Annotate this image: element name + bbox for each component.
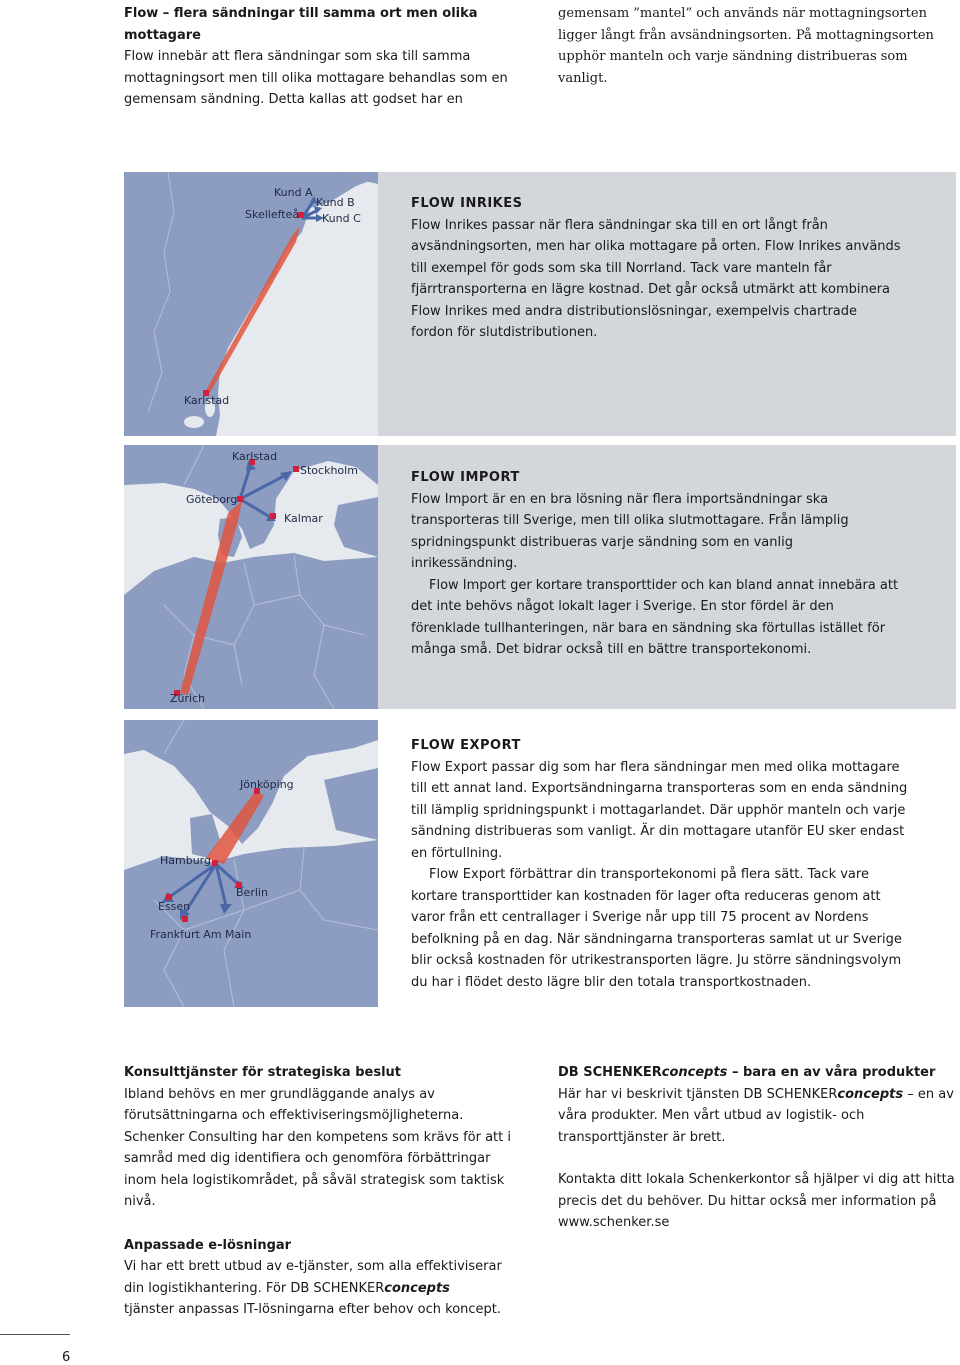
intro-right-column: [558, 3, 958, 89]
intro-left-text: Flow innebär att flera sändningar som ska till samma mottagningsort men till olika mottagare behandlas som en gemensam sändning. Detta kallas att godset har en: [124, 49, 508, 107]
db-text: [558, 1084, 958, 1149]
db-text-a: Här har vi beskrivit tjänsten DB SCHENKER: [558, 1086, 838, 1102]
footer-rule: [0, 1334, 70, 1335]
label-export-berlin: Berlin: [236, 886, 268, 899]
export-title: FLOW EXPORT: [411, 738, 521, 753]
label-kund-a: Kund A: [274, 186, 313, 199]
import-para2: Flow Import ger kortare transporttider och kan bland annat innebära att det inte behövs något lokalt lager i Sverige. En stor fördel är den förenklade tullhanteringen, när bara en sändning ska förtullas istället för många små. Det bidrar också till en bättre transportekonomi.: [411, 577, 899, 657]
e-heading: Anpassade e-lösningar: [124, 1237, 292, 1253]
konsult-heading: Konsulttjänster för strategiska beslut: [124, 1065, 402, 1080]
inrikes-map: [124, 172, 378, 436]
db-heading-c: – bara en av våra produkter: [727, 1065, 936, 1080]
label-import-karlstad: Karlstad: [232, 450, 278, 463]
import-map: [124, 445, 378, 709]
intro-heading: Flow – flera sändningar till samma ort men olika mottagare: [124, 6, 478, 43]
label-import-goteborg: Göteborg: [186, 493, 238, 506]
db-heading-b: concepts: [661, 1065, 728, 1080]
inrikes-title: FLOW INRIKES: [411, 196, 523, 211]
label-export-essen: Essen: [158, 900, 191, 913]
export-para1: Flow Export passar dig som har flera sändningar men med olika mottagare till ett annat land. Exportsändningarna transporteras som en enda sändning till lämplig spridningspunkt i mottagarlandet. Där upphör manteln och varje sändning distribueras som vanligt. Är din mottagare utanför EU sker endast en förtullning.: [411, 759, 908, 861]
e-text-brand: concepts: [384, 1280, 450, 1296]
label-export-jonkoping: Jönköping: [240, 778, 294, 791]
label-kund-b: Kund B: [316, 196, 355, 209]
import-text-block: [411, 467, 901, 661]
db-heading: [558, 1062, 958, 1084]
inrikes-text-block: [411, 193, 901, 344]
label-import-kalmar: Kalmar: [284, 512, 323, 525]
db-heading-a: DB SCHENKER: [558, 1065, 662, 1080]
inrikes-text: Flow Inrikes passar när flera sändningar ska till en ort långt från avsändningsorten, men har olika mottagare på orten. Flow Inrikes används till exempel för gods som ska till Norrland. Tack vare manteln får fjärrtransporterna en lägre kostnad. Det går också utmärkt att kombinera Flow Inrikes med andra distributionslösningar, exempelvis chartrade fordon för slutdistributionen.: [411, 217, 901, 340]
label-karlstad: Karlstad: [184, 394, 230, 407]
e-text-before: Vi har ett brett utbud av e-tjänster, som alla effektiviserar din logistikhantering. För DB SCHENKER: [124, 1259, 502, 1296]
import-title: FLOW IMPORT: [411, 470, 520, 485]
konsult-text: Ibland behövs en mer grundläggande analys av förutsättningarna och effektiviseringsmöjligheterna. Schenker Consulting har den kompetens som krävs för att i samråd med dig identifiera och genomföra förbättringar inom hela logistikområdet, på såväl strategisk som taktisk nivå.: [124, 1086, 511, 1209]
label-export-frankfurt: Frankfurt Am Main: [150, 928, 252, 941]
intro-left-column: [124, 3, 524, 111]
label-export-hamburg: Hamburg: [160, 854, 211, 867]
db-text-b: concepts: [837, 1086, 904, 1102]
export-para2: Flow Export förbättrar din transportekonomi på flera sätt. Tack vare kortare transporttider kan kostnaden för lager ofta reduceras genom att varor från ett centrallager i Sverige når upp till 75 procent av Nordens befolkning på en dag. När sändningarna transporteras samlat ut ur Sverige blir också kostnaden för utrikestransporten lägre. Ju större sändningsvolym du har i flödet desto lägre blir den totala transportkostnaden.: [411, 867, 902, 990]
import-para1: Flow Import är en en bra lösning när flera importsändningar ska transporteras till Sverige, men till olika slutmottagare. Från lämplig spridningspunkt distribueras varje sändning som en vanlig inrikessändning.: [411, 491, 849, 571]
export-text-block: [411, 735, 911, 993]
intro-right-text: gemensam ”mantel” och används när mottagningsorten ligger långt från avsändningsorten. På mottagningsorten upphör manteln och varje sändning distribueras som vanligt.: [558, 6, 934, 86]
e-text: [124, 1256, 526, 1321]
kontakt-text: Kontakta ditt lokala Schenkerkontor så hjälper vi dig att hitta precis det du behöver. Du hittar också mer information på www.schenker.se: [558, 1172, 955, 1230]
label-skelleftea: Skellefteå: [245, 208, 300, 221]
bottom-right-column: [558, 1062, 958, 1234]
label-import-stockholm: Stockholm: [300, 464, 358, 477]
label-import-zurich: Zürich: [170, 692, 206, 705]
e-text-after: tjänster anpassas IT-lösningarna efter behov och koncept.: [124, 1302, 502, 1317]
label-kund-c: Kund C: [322, 212, 361, 225]
export-map: [124, 720, 378, 1007]
bottom-left-column: [124, 1062, 526, 1321]
db-text-c: – en av våra produkter. Men vårt utbud av logistik- och transporttjänster är brett.: [558, 1086, 954, 1145]
page-number: 6: [62, 1350, 71, 1365]
